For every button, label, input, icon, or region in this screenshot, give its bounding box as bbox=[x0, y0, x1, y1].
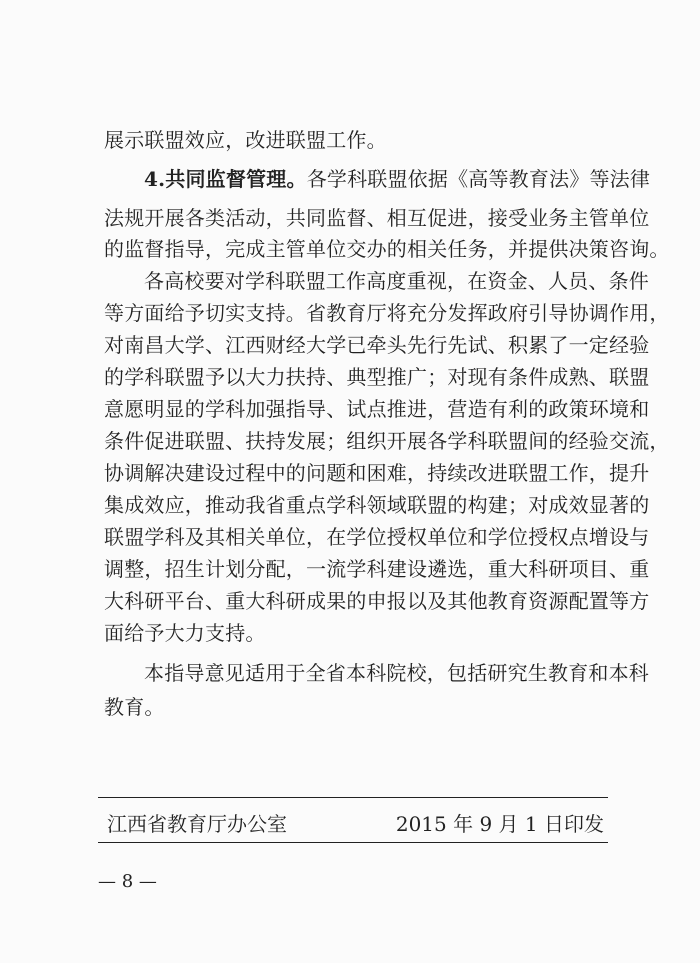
paragraph-line bbox=[144, 167, 650, 191]
paragraph-line: 调整，招生计划分配，一流学科建设遴选，重大科研项目、重 bbox=[104, 557, 650, 581]
section-heading: 4.共同监督管理。 bbox=[144, 167, 307, 191]
issue-date: 2015 年 9 月 1 日印发 bbox=[395, 812, 604, 836]
paragraph-line: 教育。 bbox=[104, 695, 165, 719]
issuer-name: 江西省教育厅办公室 bbox=[107, 812, 287, 836]
paragraph-line: 大科研平台、重大科研成果的申报以及其他教育资源配置等方 bbox=[104, 589, 650, 613]
paragraph-line: 本指导意见适用于全省本科院校，包括研究生教育和本科 bbox=[144, 661, 649, 685]
paragraph-line: 的学科联盟予以大力扶持、典型推广；对现有条件成熟、联盟 bbox=[104, 365, 650, 389]
paragraph-line: 的监督指导，完成主管单位交办的相关任务，并提供决策咨询。 bbox=[104, 237, 670, 261]
paragraph-line: 集成效应，推动我省重点学科领域联盟的构建；对成效显著的 bbox=[104, 493, 650, 517]
footer-top-rule bbox=[98, 797, 608, 798]
paragraph-line: 协调解决建设过程中的问题和困难，持续改进联盟工作，提升 bbox=[104, 461, 650, 485]
paragraph-line: 面给予大力支持。 bbox=[104, 621, 266, 645]
paragraph-line: 展示联盟效应，改进联盟工作。 bbox=[104, 128, 387, 152]
paragraph-line: 对南昌大学、江西财经大学已牵头先行先试、积累了一定经验 bbox=[104, 333, 650, 357]
footer-bottom-rule bbox=[98, 842, 608, 843]
paragraph-line: 各高校要对学科联盟工作高度重视，在资金、人员、条件 bbox=[144, 269, 649, 293]
page-number: — 8 — bbox=[98, 871, 157, 892]
paragraph-line: 法规开展各类活动，共同监督、相互促进，接受业务主管单位 bbox=[104, 206, 650, 230]
paragraph-line: 联盟学科及其相关单位，在学位授权单位和学位授权点增设与 bbox=[104, 525, 650, 549]
paragraph-line: 条件促进联盟、扶持发展；组织开展各学科联盟间的经验交流， bbox=[104, 429, 670, 453]
paragraph-line: 等方面给予切实支持。省教育厅将充分发挥政府引导协调作用， bbox=[104, 301, 670, 325]
paragraph-line: 意愿明显的学科加强指导、试点推进，营造有利的政策环境和 bbox=[104, 397, 650, 421]
paragraph-text: 各学科联盟依据《高等教育法》等法律 bbox=[306, 167, 651, 191]
